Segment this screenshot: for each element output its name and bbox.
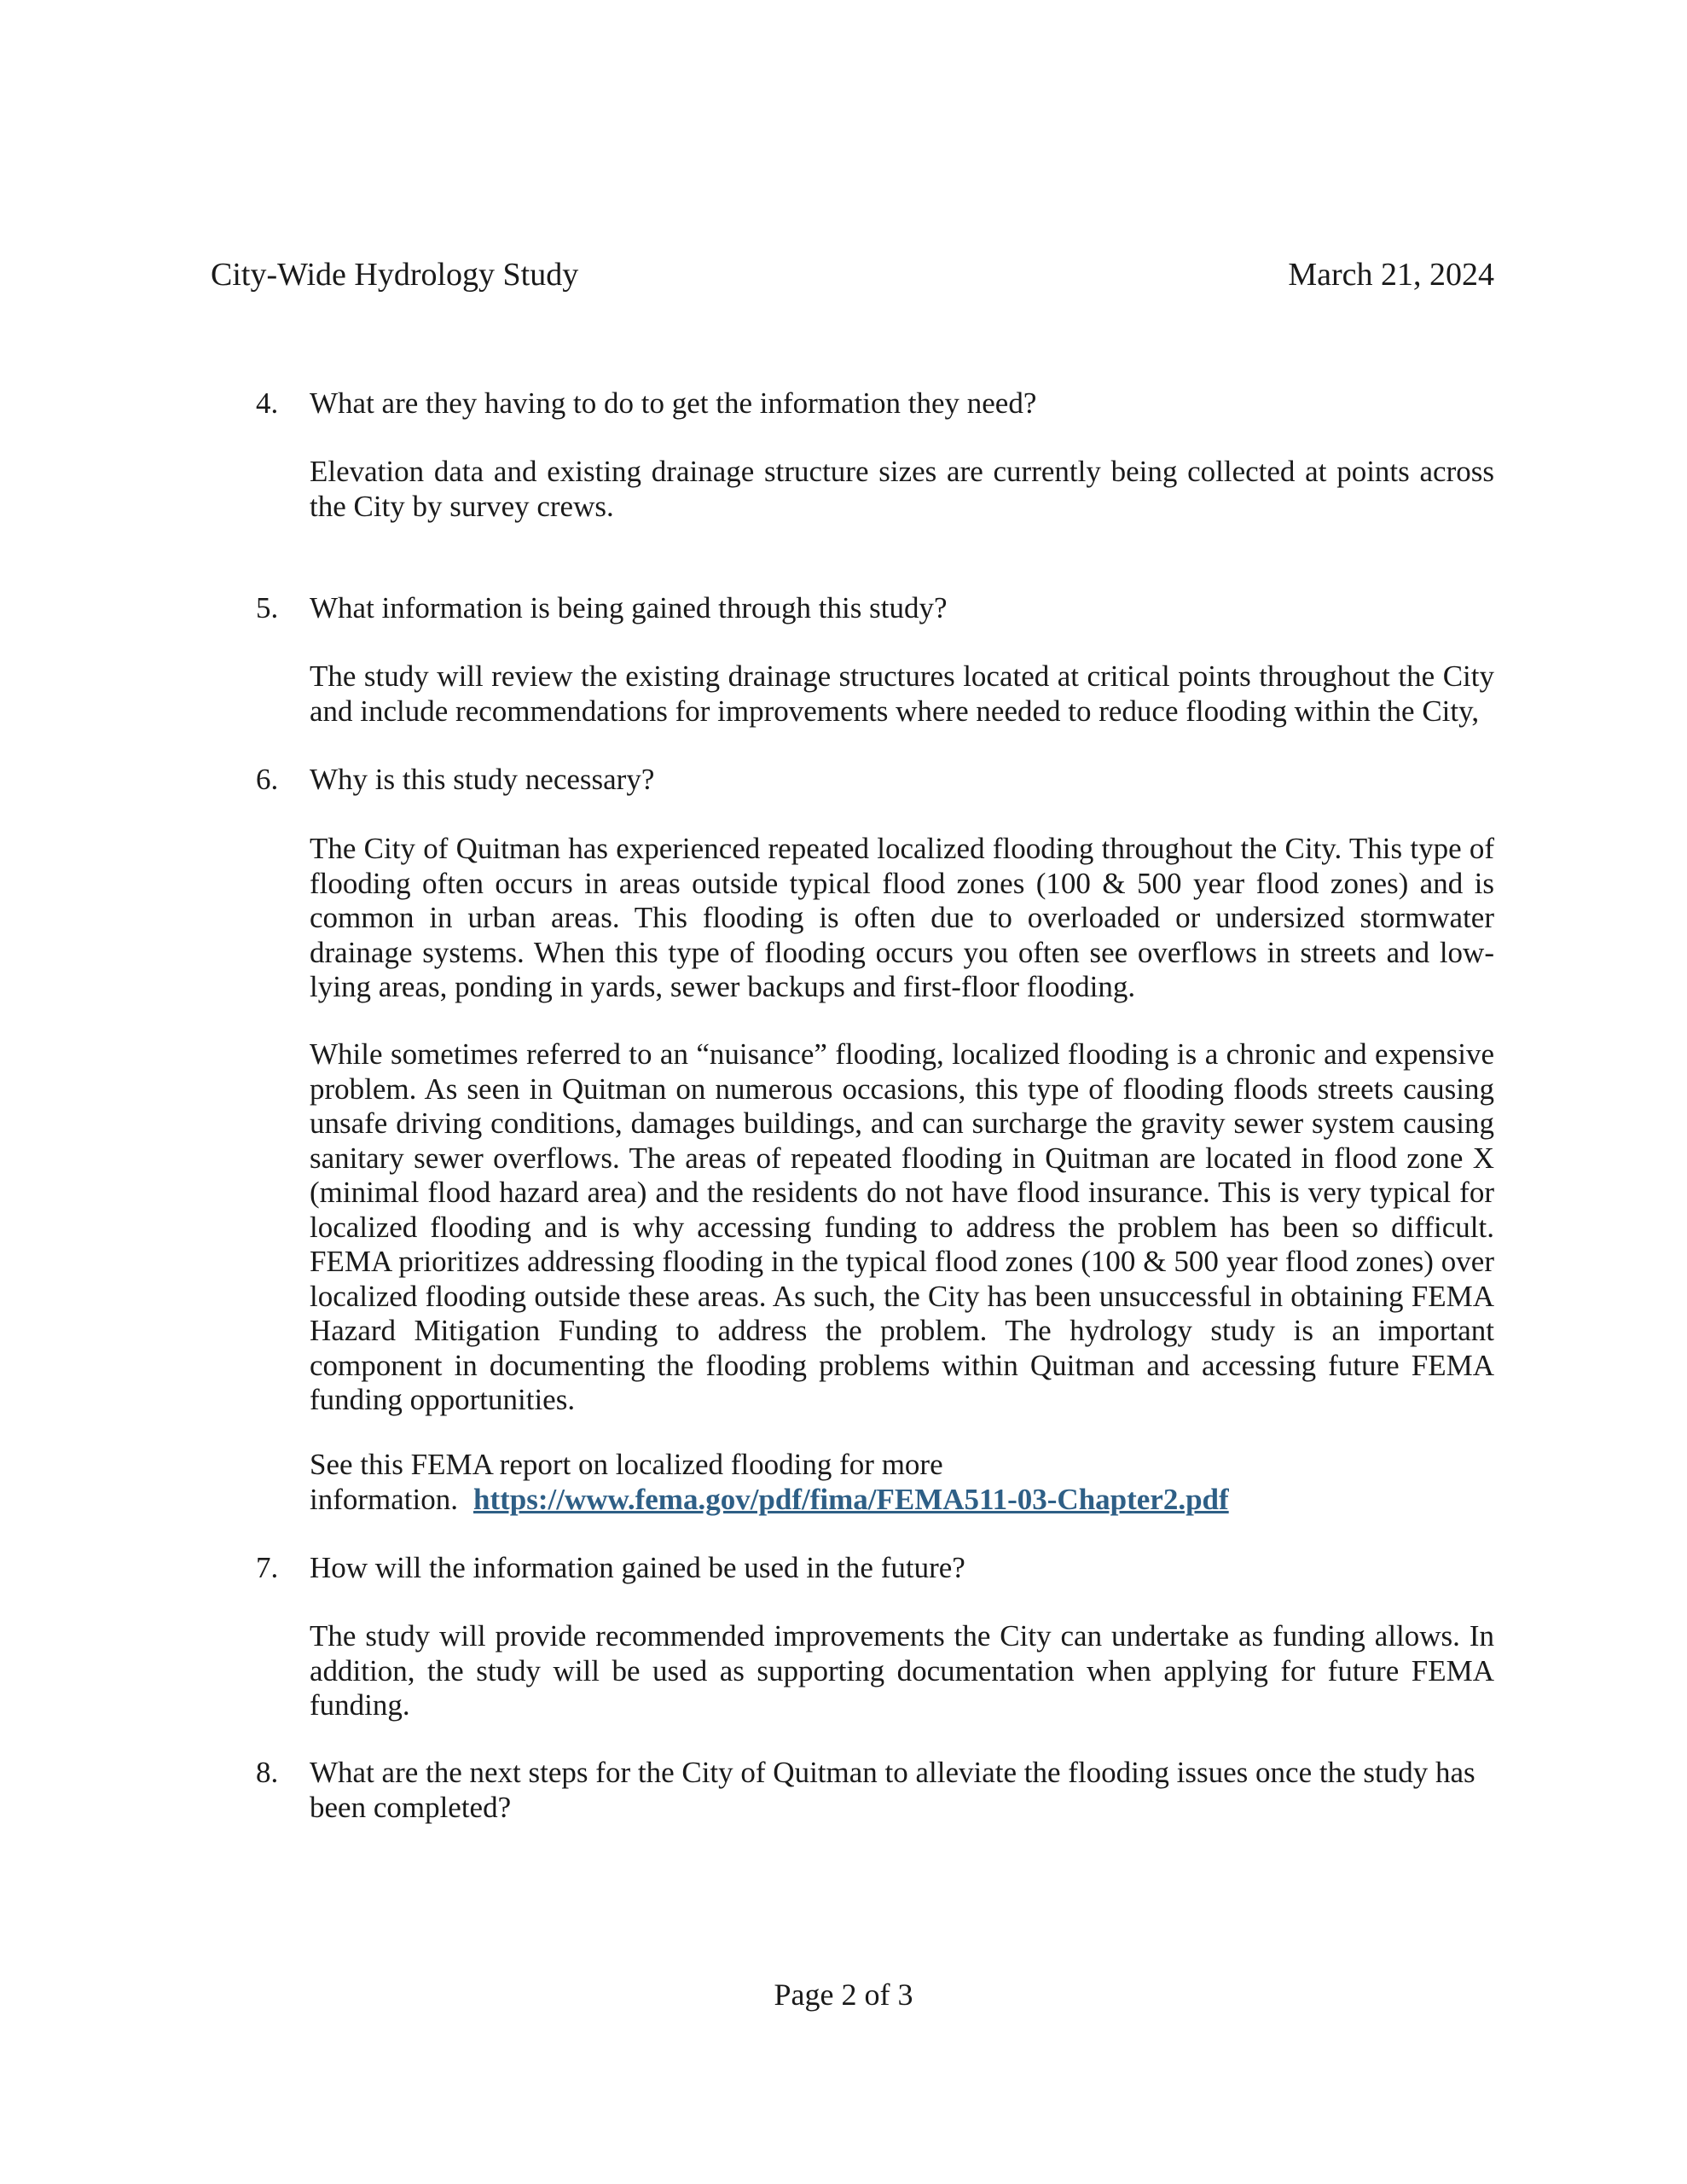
question-text: What are the next steps for the City of Quitman to alleviate the flooding issues once the study has been completed? [310,1756,1475,1824]
answer-6-paragraph-2: While sometimes referred to an “nuisance” flooding, localized flooding is a chronic and expensive problem. As seen in Quitman on numerous occasions, this type of flooding floods streets causing unsafe driving conditions, damages buildings, and can surcharge the gravity sewer system causing sanitary sewer overflows. The areas of repeated flooding in Quitman are located in flood zone X (minimal flood hazard area) and the residents do not have flood insurance. This is very typical for localized flooding and is why accessing funding to address the problem has been so difficult. FEMA prioritizes addressing flooding in the typical flood zones (100 & 500 year flood zones) over localized flooding outside these areas. As such, the City has been unsuccessful in obtaining FEMA Hazard Mitigation Funding to address the problem. The hydrology study is an important component in documenting the flooding problems within Quitman and accessing future FEMA funding opportunities. [310,1037,1494,1416]
answer-7: The study will provide recommended improvements the City can undertake as funding allows. In addition, the study will be used as supporting documentation when applying for future FEMA funding. [310,1619,1494,1722]
question-text: Why is this study necessary? [310,763,655,796]
reference-line-2 [310,1483,1494,1518]
answer-5: The study will review the existing drainage structures located at critical points throughout the City and include recommendations for improvements where needed to reduce flooding within the City, [310,659,1494,728]
question-6 [256,763,1494,798]
question-number: 4. [256,386,279,420]
question-4 [256,386,1494,421]
page-header [211,256,1494,293]
question-8 [256,1756,1494,1825]
question-number: 6. [256,763,279,796]
question-text: How will the information gained be used in the future? [310,1551,965,1584]
question-number: 8. [256,1756,279,1789]
question-number: 7. [256,1551,279,1584]
answer-4: Elevation data and existing drainage structure sizes are currently being collected at points across the City by survey crews. [310,455,1494,523]
document-title: City-Wide Hydrology Study [211,257,579,293]
question-5 [256,591,1494,626]
reference-line-1: See this FEMA report on localized flooding for more [310,1448,943,1481]
question-7 [256,1551,1494,1586]
answer-6-paragraph-1: The City of Quitman has experienced repeated localized flooding throughout the City. This type of flooding often occurs in areas outside typical flood zones (100 & 500 year flood zones) and is common in urban areas. This flooding is often due to overloaded or undersized stormwater drainage systems. When this type of flooding occurs you often see overflows in streets and low-lying areas, ponding in yards, sewer backups and first-floor flooding. [310,832,1494,1003]
question-text: What information is being gained through this study? [310,591,948,624]
fema-report-link[interactable]: https://www.fema.gov/pdf/fima/FEMA511-03-Chapter2.pdf [473,1482,1229,1516]
fema-report-reference [310,1448,1494,1517]
document-date: March 21, 2024 [1288,257,1494,293]
question-text: What are they having to do to get the information they need? [310,386,1037,420]
page-number: Page 2 of 3 [774,1978,913,2012]
reference-line-2-text: information. [310,1482,458,1516]
question-number: 5. [256,591,279,624]
